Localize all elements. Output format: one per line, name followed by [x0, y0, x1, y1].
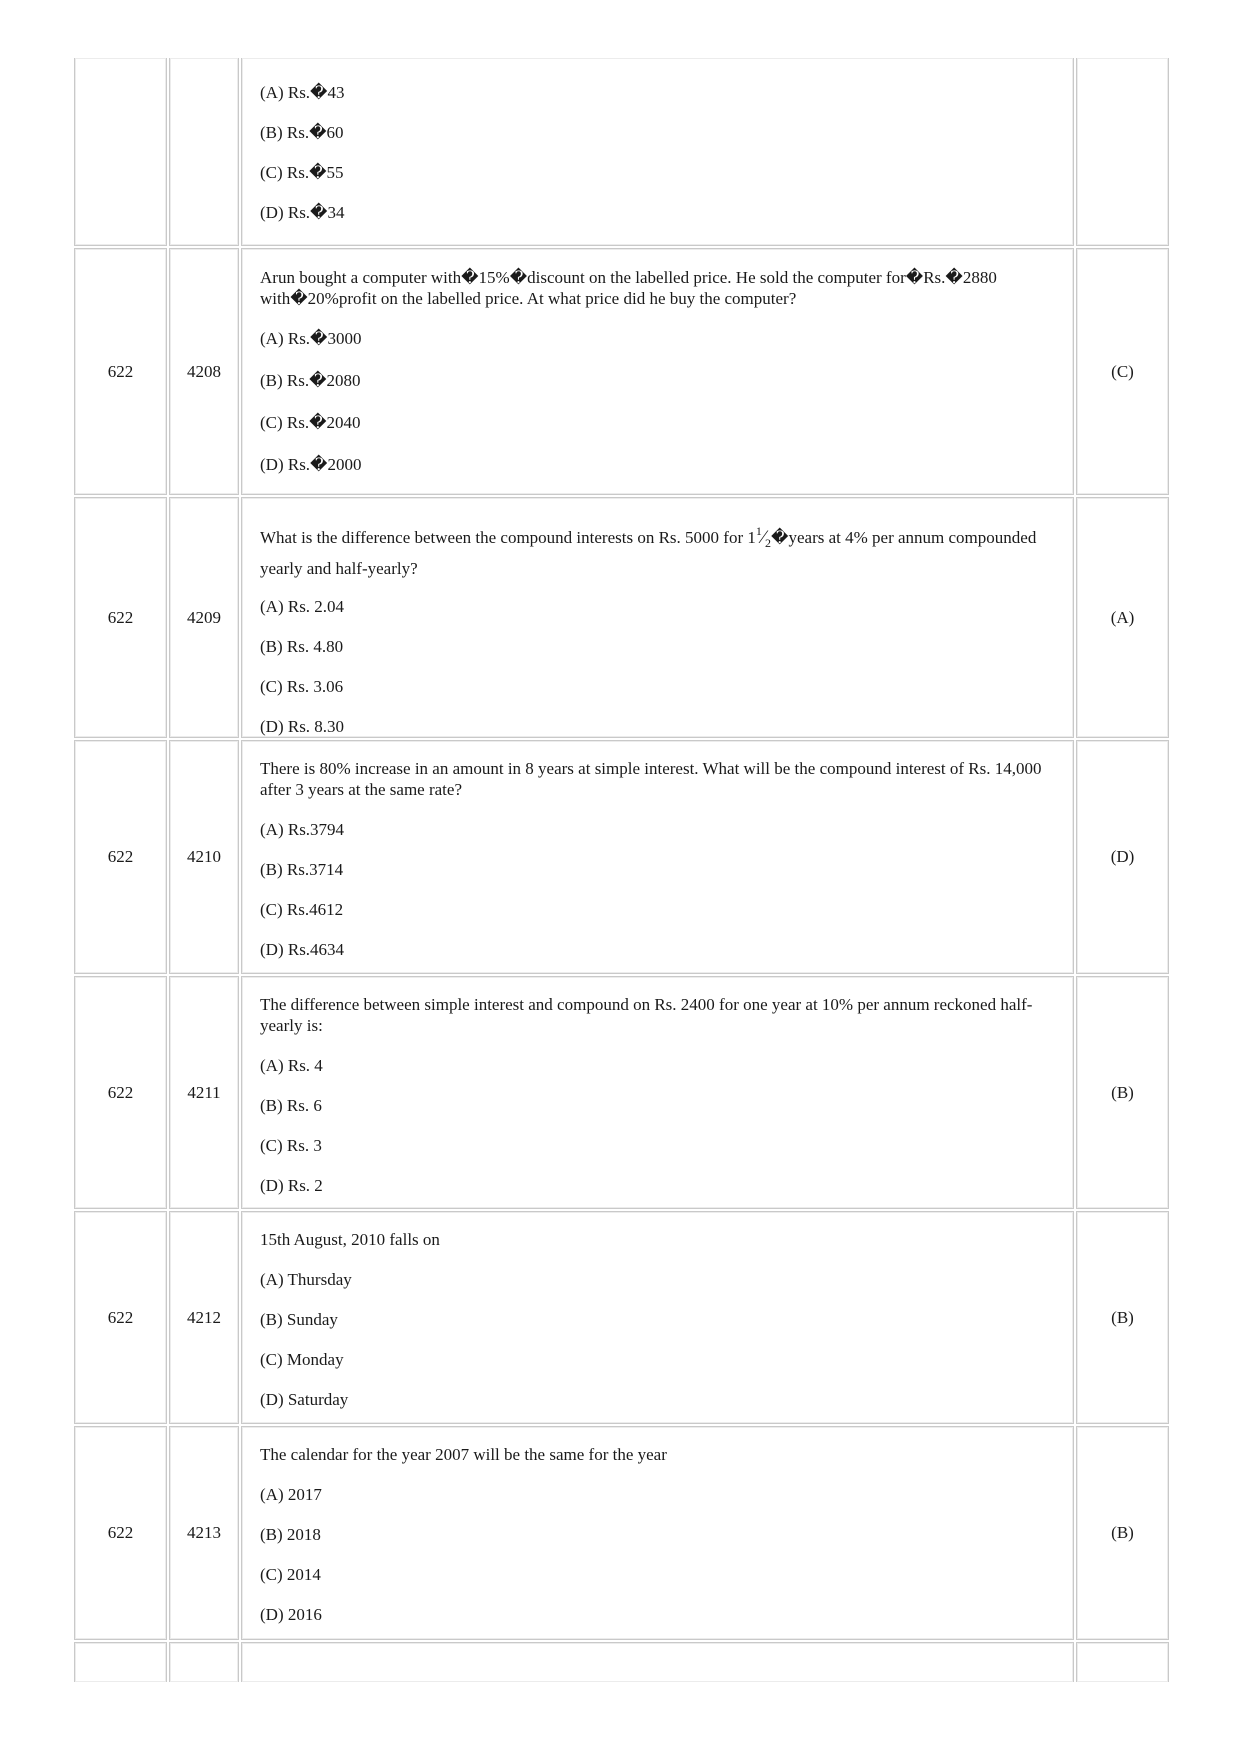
option-c: (C) 2014	[260, 1565, 321, 1584]
cell-question-id: 4211	[169, 976, 239, 1209]
option-a: (A) Rs. 4	[260, 1056, 323, 1075]
question-text: There is 80% increase in an amount in 8 years at simple interest. What will be the compound interest of Rs. 14,000 after 3 years at the same rate?	[260, 759, 1042, 799]
option-a: (A) Rs.3794	[260, 820, 345, 839]
cell-paper-code: 622	[74, 976, 167, 1209]
option-d: (D) 2016	[260, 1605, 322, 1624]
cell-question-id: 4212	[169, 1211, 239, 1424]
option-c: (C) Rs.4612	[260, 900, 344, 919]
cell-paper-code	[74, 58, 167, 246]
option-b: (B) Sunday	[260, 1310, 338, 1329]
option-a: (A) Rs.�3000	[260, 329, 362, 348]
option-b: (B) Rs.3714	[260, 860, 344, 879]
option-b: (B) Rs. 4.80	[260, 637, 344, 656]
cell-answer: (B)	[1076, 1211, 1169, 1424]
question-text: The difference between simple interest and compound on Rs. 2400 for one year at 10% per annum reckoned half-yearly is:	[260, 995, 1033, 1035]
cell-question	[241, 740, 1074, 974]
cell-paper-code: 622	[74, 1426, 167, 1640]
option-d: (D) Rs.�2000	[260, 455, 362, 474]
option-b: (B) Rs.�2080	[260, 371, 361, 390]
option-d: (D) Rs.�34	[260, 203, 345, 222]
cell-answer: (C)	[1076, 248, 1169, 495]
cell-answer: (D)	[1076, 740, 1169, 974]
cell-question	[241, 58, 1074, 246]
option-c: (C) Rs. 3	[260, 1136, 322, 1155]
cell-paper-code: 622	[74, 497, 167, 738]
cell-question-id	[169, 58, 239, 246]
cell-answer: (B)	[1076, 1426, 1169, 1640]
option-a: (A) 2017	[260, 1485, 322, 1504]
cell-question	[241, 1211, 1074, 1424]
question-text: Arun bought a computer with�15%�discount on the labelled price. He sold the computer for�Rs.�2880 with�20%profit on the labelled price. At what price did he buy the computer?	[260, 268, 997, 308]
cell-paper-code: 622	[74, 1211, 167, 1424]
option-d: (D) Saturday	[260, 1390, 349, 1409]
cell-question	[241, 1642, 1074, 1682]
cell-answer	[1076, 58, 1169, 246]
option-c: (C) Monday	[260, 1350, 344, 1369]
cell-question-id: 4209	[169, 497, 239, 738]
fraction: $^1⁄_2$	[755, 524, 772, 550]
cell-question-id: 4213	[169, 1426, 239, 1640]
cell-question-id: 4210	[169, 740, 239, 974]
cell-question-id: 4208	[169, 248, 239, 495]
question-text: The calendar for the year 2007 will be the same for the year	[260, 1445, 667, 1464]
option-b: (B) Rs. 6	[260, 1096, 322, 1115]
option-b: (B) 2018	[260, 1525, 321, 1544]
cell-paper-code: 622	[74, 740, 167, 974]
cell-question-id	[169, 1642, 239, 1682]
cell-paper-code	[74, 1642, 167, 1682]
cell-question	[241, 1426, 1074, 1640]
cell-answer: (B)	[1076, 976, 1169, 1209]
option-c: (C) Rs. 3.06	[260, 677, 344, 696]
option-d: (D) Rs. 8.30	[260, 717, 345, 736]
option-c: (C) Rs.�2040	[260, 413, 361, 432]
question-text: What is the difference between the compound interests on Rs. 5000 for $1^1⁄_2�years$ at 4% per annum compounded yearly and half-yearly?	[260, 524, 1037, 578]
cell-question	[241, 497, 1074, 738]
question-text: 15th August, 2010 falls on	[260, 1230, 440, 1249]
option-d: (D) Rs. 2	[260, 1176, 323, 1195]
option-a: (A) Rs.�43	[260, 83, 345, 102]
cell-answer	[1076, 1642, 1169, 1682]
cell-question	[241, 976, 1074, 1209]
cell-answer: (A)	[1076, 497, 1169, 738]
option-a: (A) Rs. 2.04	[260, 597, 345, 616]
cell-paper-code: 622	[74, 248, 167, 495]
option-d: (D) Rs.4634	[260, 940, 345, 959]
option-b: (B) Rs.�60	[260, 123, 344, 142]
option-a: (A) Thursday	[260, 1270, 352, 1289]
cell-question	[241, 248, 1074, 495]
option-c: (C) Rs.�55	[260, 163, 344, 182]
